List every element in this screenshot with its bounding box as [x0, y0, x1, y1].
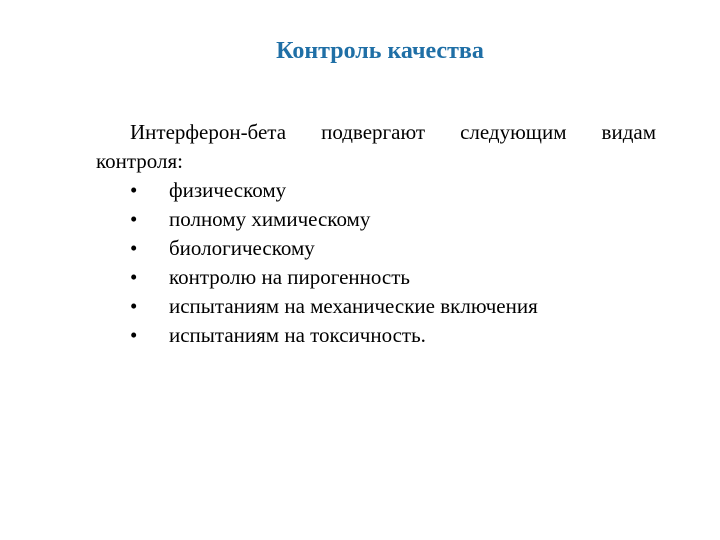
list-item-text: полному химическому	[169, 207, 371, 231]
bullet-icon: •	[130, 294, 138, 318]
list-item	[96, 176, 656, 205]
slide-title: Контроль качества	[276, 38, 484, 64]
bullet-icon: •	[130, 207, 138, 231]
list-item-text: физическому	[169, 178, 287, 202]
list-item-text: испытаниям на механические включения	[169, 294, 538, 318]
list-item	[96, 205, 656, 234]
list-item	[96, 321, 656, 350]
bullet-icon: •	[130, 178, 138, 202]
bullet-icon: •	[130, 323, 138, 347]
slide-body	[96, 118, 656, 350]
bullet-icon: •	[130, 236, 138, 260]
list-item	[96, 234, 656, 263]
list-item-text: испытаниям на токсичность.	[169, 323, 426, 347]
list-item	[96, 263, 656, 292]
control-types-list	[96, 176, 656, 350]
list-item-text: контролю на пирогенность	[169, 265, 410, 289]
list-item	[96, 292, 656, 321]
bullet-icon: •	[130, 265, 138, 289]
list-item-text: биологическому	[169, 236, 315, 260]
intro-paragraph: Интерферон-бета подвергают следующим видам контроля:	[96, 120, 656, 173]
